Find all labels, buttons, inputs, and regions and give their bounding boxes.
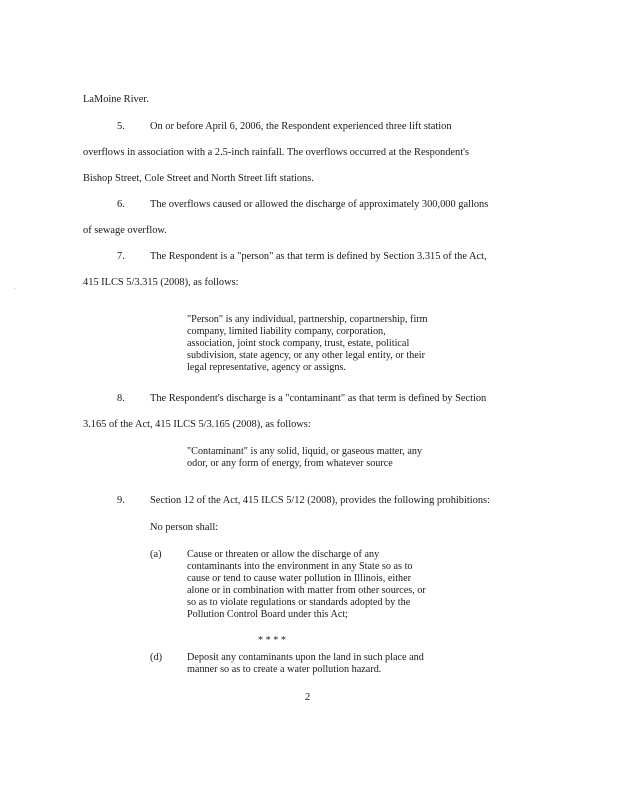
block-quote-line: odor, or any form of energy, from whatever source [187,458,393,469]
paragraph-line: The overflows caused or allowed the discharge of approximately 300,000 gallons [150,199,489,210]
list-item-line: Deposit any contaminants upon the land in such place and [187,652,424,663]
ellipsis-stars: * * * * [258,635,287,646]
list-item-line: manner so as to create a water pollution hazard. [187,664,382,675]
paragraph-line: overflows in association with a 2.5-inch rainfall. The overflows occurred at the Respondent's [83,147,470,158]
paragraph-number: 7. [117,251,125,262]
paragraph-number: 6. [117,199,125,210]
paragraph-line: LaMoine River. [83,94,149,105]
paragraph-line: Bishop Street, Cole Street and North Street lift stations. [83,173,314,184]
stray-mark: . [14,285,16,291]
paragraph-line: On or before April 6, 2006, the Respondent experienced three lift station [150,121,452,132]
block-quote-line: association, joint stock company, trust, estate, political [187,338,410,349]
block-quote-line: subdivision, state agency, or any other legal entity, or their [187,350,426,361]
paragraph-line: The Respondent is a "person" as that term is defined by Section 3.315 of the Act, [150,251,487,262]
page-number: 2 [305,692,311,703]
paragraph-number: 8. [117,393,125,404]
paragraph-number: 9. [117,495,125,506]
paragraph-line: Section 12 of the Act, 415 ILCS 5/12 (2008), provides the following prohibitions: [150,495,490,506]
list-item-line: Pollution Control Board under this Act; [187,609,349,620]
block-quote-line: legal representative, agency or assigns. [187,362,346,373]
list-item-line: alone or in combination with matter from other sources, or [187,585,426,596]
block-quote-line: company, limited liability company, corporation, [187,326,386,337]
list-item-line: Cause or threaten or allow the discharge of any [187,549,380,560]
list-item-line: so as to violate regulations or standards adopted by the [187,597,411,608]
paragraph-line: The Respondent's discharge is a "contaminant" as that term is defined by Section [150,393,487,404]
paragraph-number: 5. [117,121,125,132]
list-item-line: contaminants into the environment in any State so as to [187,561,413,572]
paragraph-line: 3.165 of the Act, 415 ILCS 5/3.165 (2008), as follows: [83,419,311,430]
paragraph-line: 415 ILCS 5/3.315 (2008), as follows: [83,277,239,288]
block-quote-line: "Person" is any individual, partnership, copartnership, firm [187,314,428,325]
paragraph-line: No person shall: [150,522,219,533]
paragraph-line: of sewage overflow. [83,225,167,236]
list-item-line: cause or tend to cause water pollution in Illinois, either [187,573,412,584]
list-item-label: (a) [150,549,162,560]
list-item-label: (d) [150,652,163,663]
block-quote-line: "Contaminant" is any solid, liquid, or gaseous matter, any [187,446,423,457]
